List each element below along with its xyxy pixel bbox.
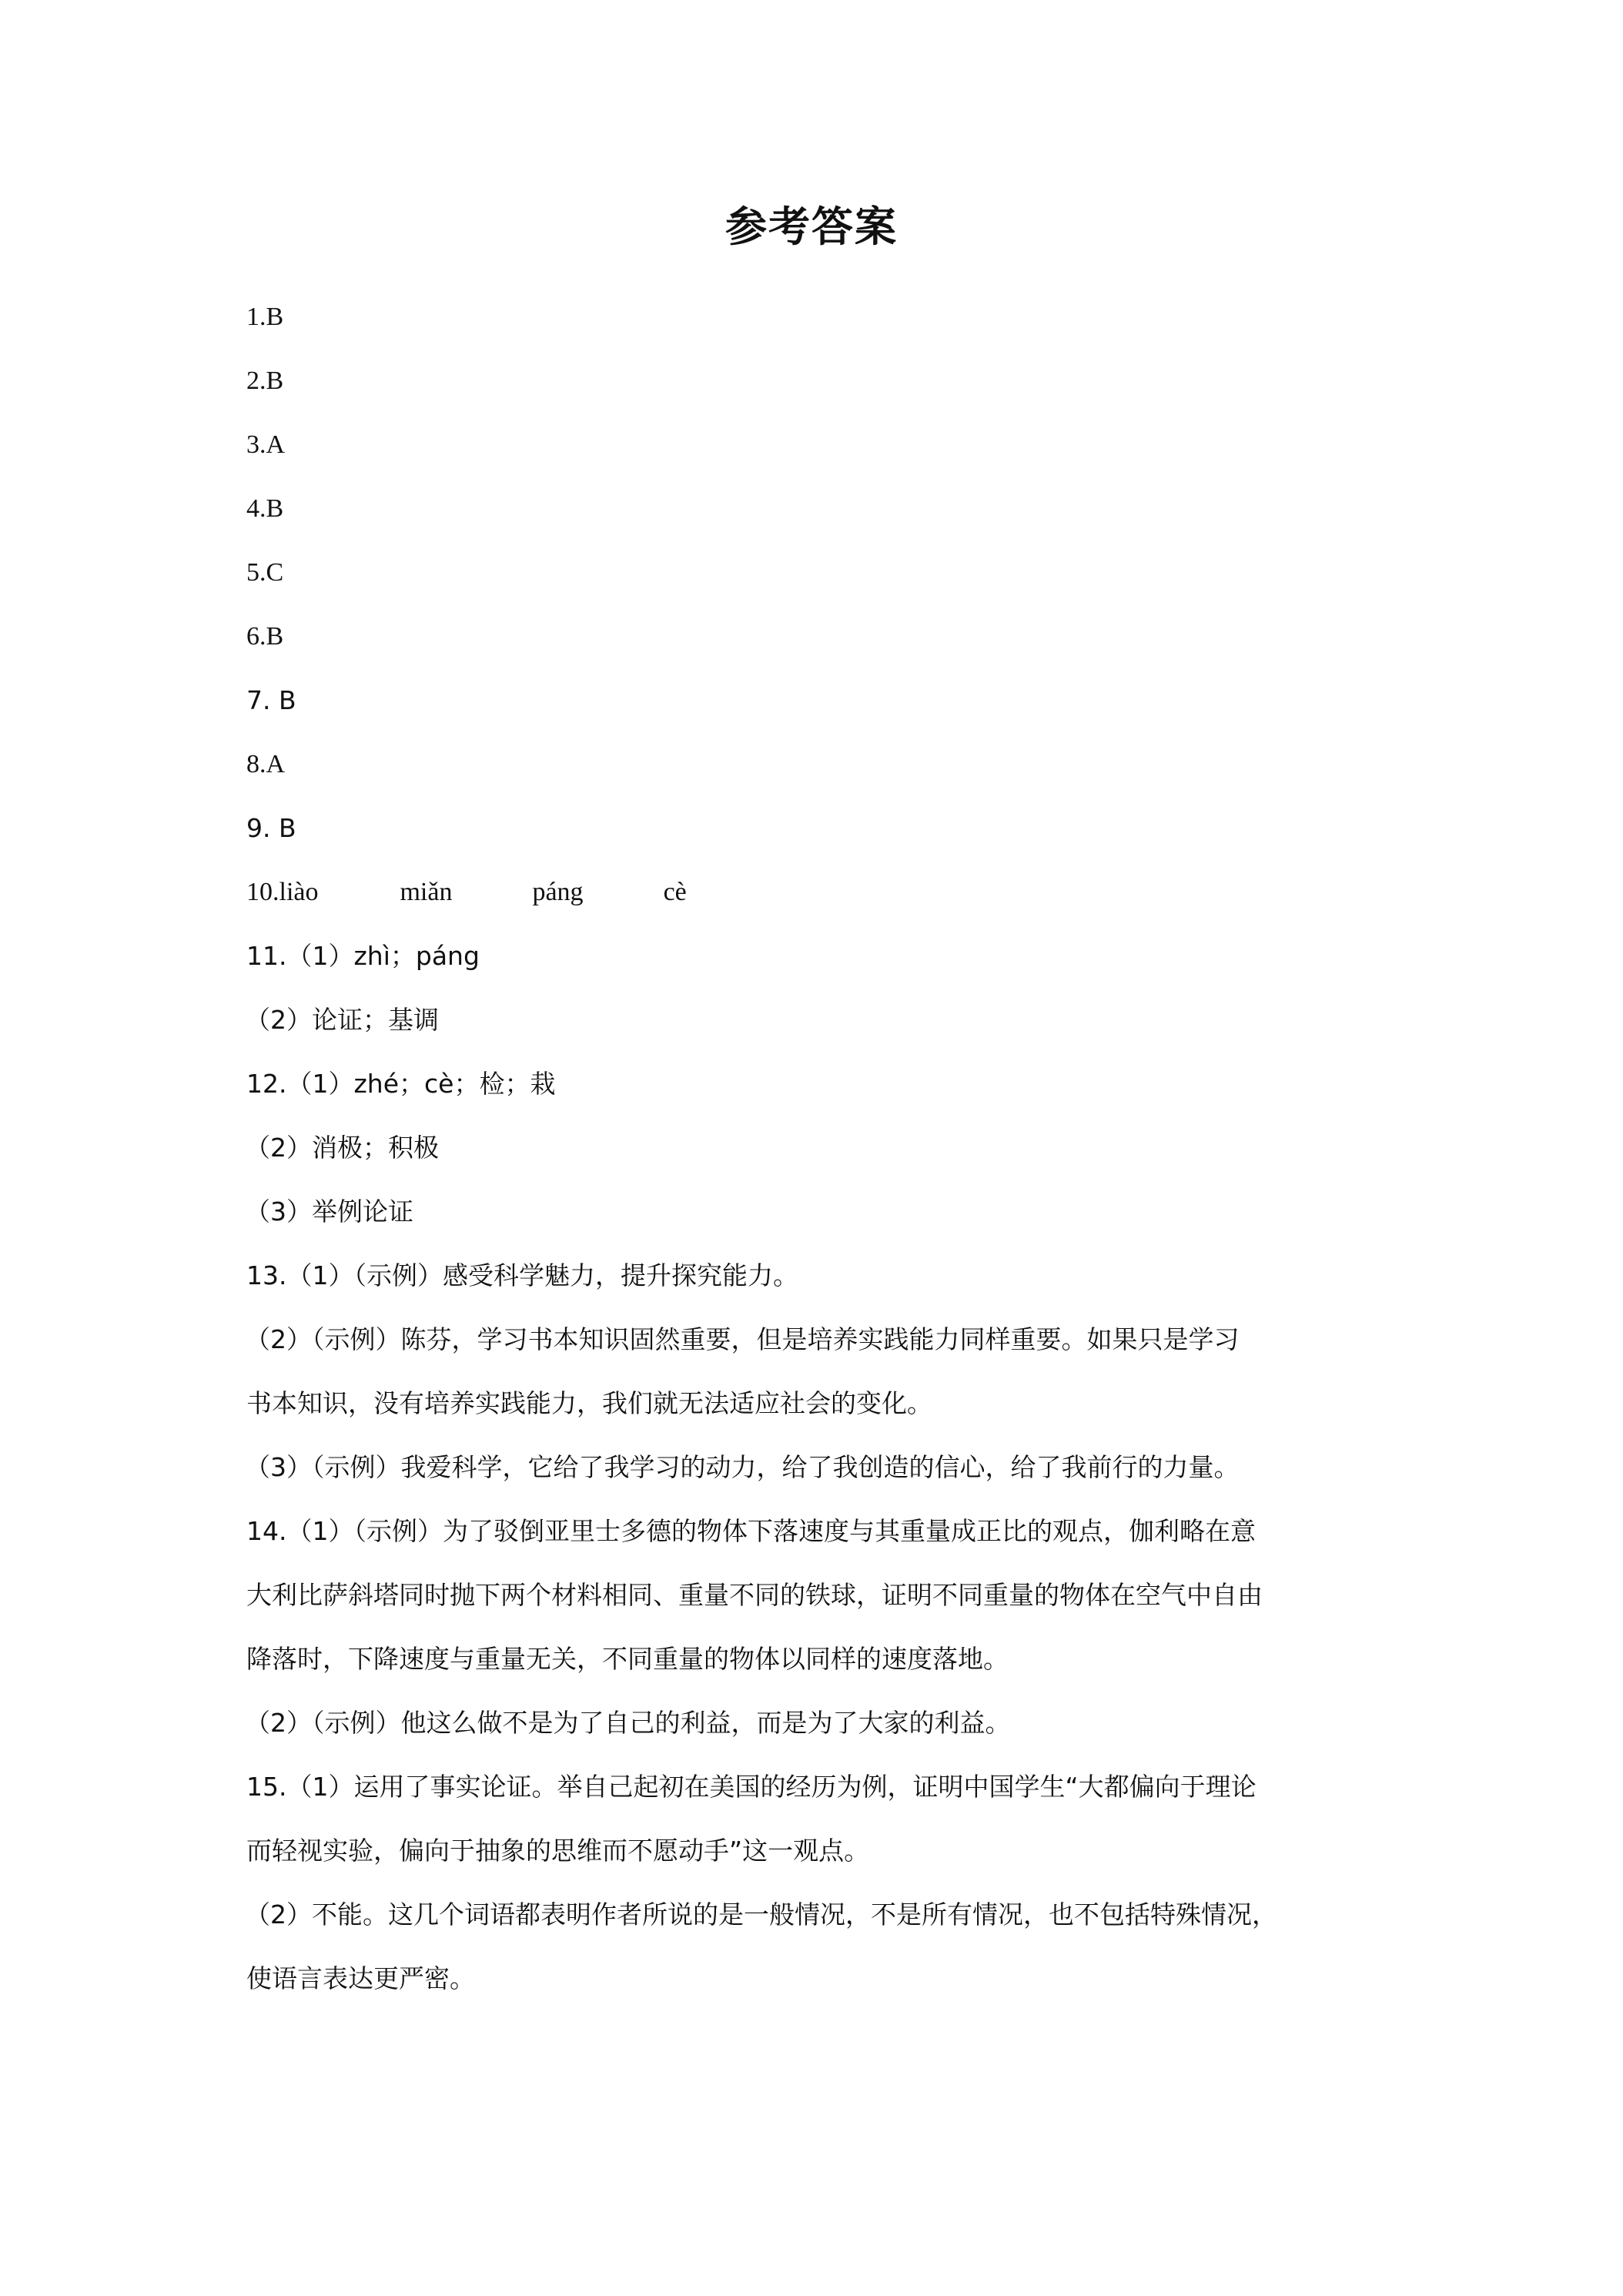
answer-10-pinyin-3: páng — [532, 878, 584, 906]
answer-11-part-2: （2）论证；基调 — [245, 1005, 439, 1035]
answer-10-pinyin-1: liào — [279, 878, 319, 906]
answer-13-part-3: （3）（示例）我爱科学，它给了我学习的动力，给了我创造的信心，给了我前行的力量。 — [245, 1452, 1240, 1482]
answer-14-part-1-line-2: 大利比萨斜塔同时抛下两个材料相同、重量不同的铁球，证明不同重量的物体在空气中自由 — [246, 1580, 1263, 1610]
answer-15-part-1-line-2: 而轻视实验，偏向于抽象的思维而不愿动手”这一观点。 — [246, 1836, 870, 1866]
answer-15-part-2-line-2: 使语言表达更严密。 — [246, 1963, 475, 1993]
answer-10 — [246, 879, 1386, 905]
answer-13-part-2-line-2: 书本知识，没有培养实践能力，我们就无法适应社会的变化。 — [246, 1388, 932, 1418]
answer-15-part-1-line-1: 15.（1）运用了事实论证。举自己起初在美国的经历为例，证明中国学生“大都偏向于理论 — [246, 1772, 1257, 1802]
answer-13-part-1: 13.（1）（示例）感受科学魅力，提升探究能力。 — [246, 1260, 798, 1290]
answer-12-part-2: （2）消极；积极 — [245, 1133, 439, 1163]
answer-10-pinyin-2: miǎn — [400, 878, 453, 906]
answer-1: 1.B — [246, 303, 284, 331]
answer-9: 9. B — [246, 813, 296, 843]
answer-6: 6.B — [246, 622, 284, 651]
page-title: 参考答案 — [725, 202, 898, 251]
answer-4: 4.B — [246, 494, 284, 523]
answer-3: 3.A — [246, 430, 286, 459]
answer-10-pinyin-4: cè — [663, 878, 687, 906]
answer-14-part-2: （2）（示例）他这么做不是为了自己的利益，而是为了大家的利益。 — [245, 1708, 1011, 1738]
answer-5: 5.C — [246, 558, 284, 587]
answer-11-part-1: 11.（1）zhì；páng — [246, 941, 480, 971]
answer-12-part-1: 12.（1）zhé；cè；检；栽 — [246, 1069, 556, 1099]
answer-12-part-3: （3）举例论证 — [245, 1197, 413, 1227]
answer-8: 8.A — [246, 750, 286, 778]
answer-13-part-2-line-1: （2）（示例）陈芬，学习书本知识固然重要，但是培养实践能力同样重要。如果只是学习 — [245, 1324, 1240, 1354]
answer-2: 2.B — [246, 366, 284, 395]
answer-14-part-1-line-3: 降落时，下降速度与重量无关，不同重量的物体以同样的速度落地。 — [246, 1644, 1009, 1674]
answer-15-part-2-line-1: （2）不能。这几个词语都表明作者所说的是一般情况，不是所有情况，也不包括特殊情况， — [245, 1899, 1277, 1930]
answer-10-number: 10. — [246, 878, 279, 906]
answer-14-part-1-line-1: 14.（1）（示例）为了驳倒亚里士多德的物体下落速度与其重量成正比的观点，伽利略在意 — [246, 1516, 1256, 1546]
answer-7: 7. B — [246, 685, 296, 715]
